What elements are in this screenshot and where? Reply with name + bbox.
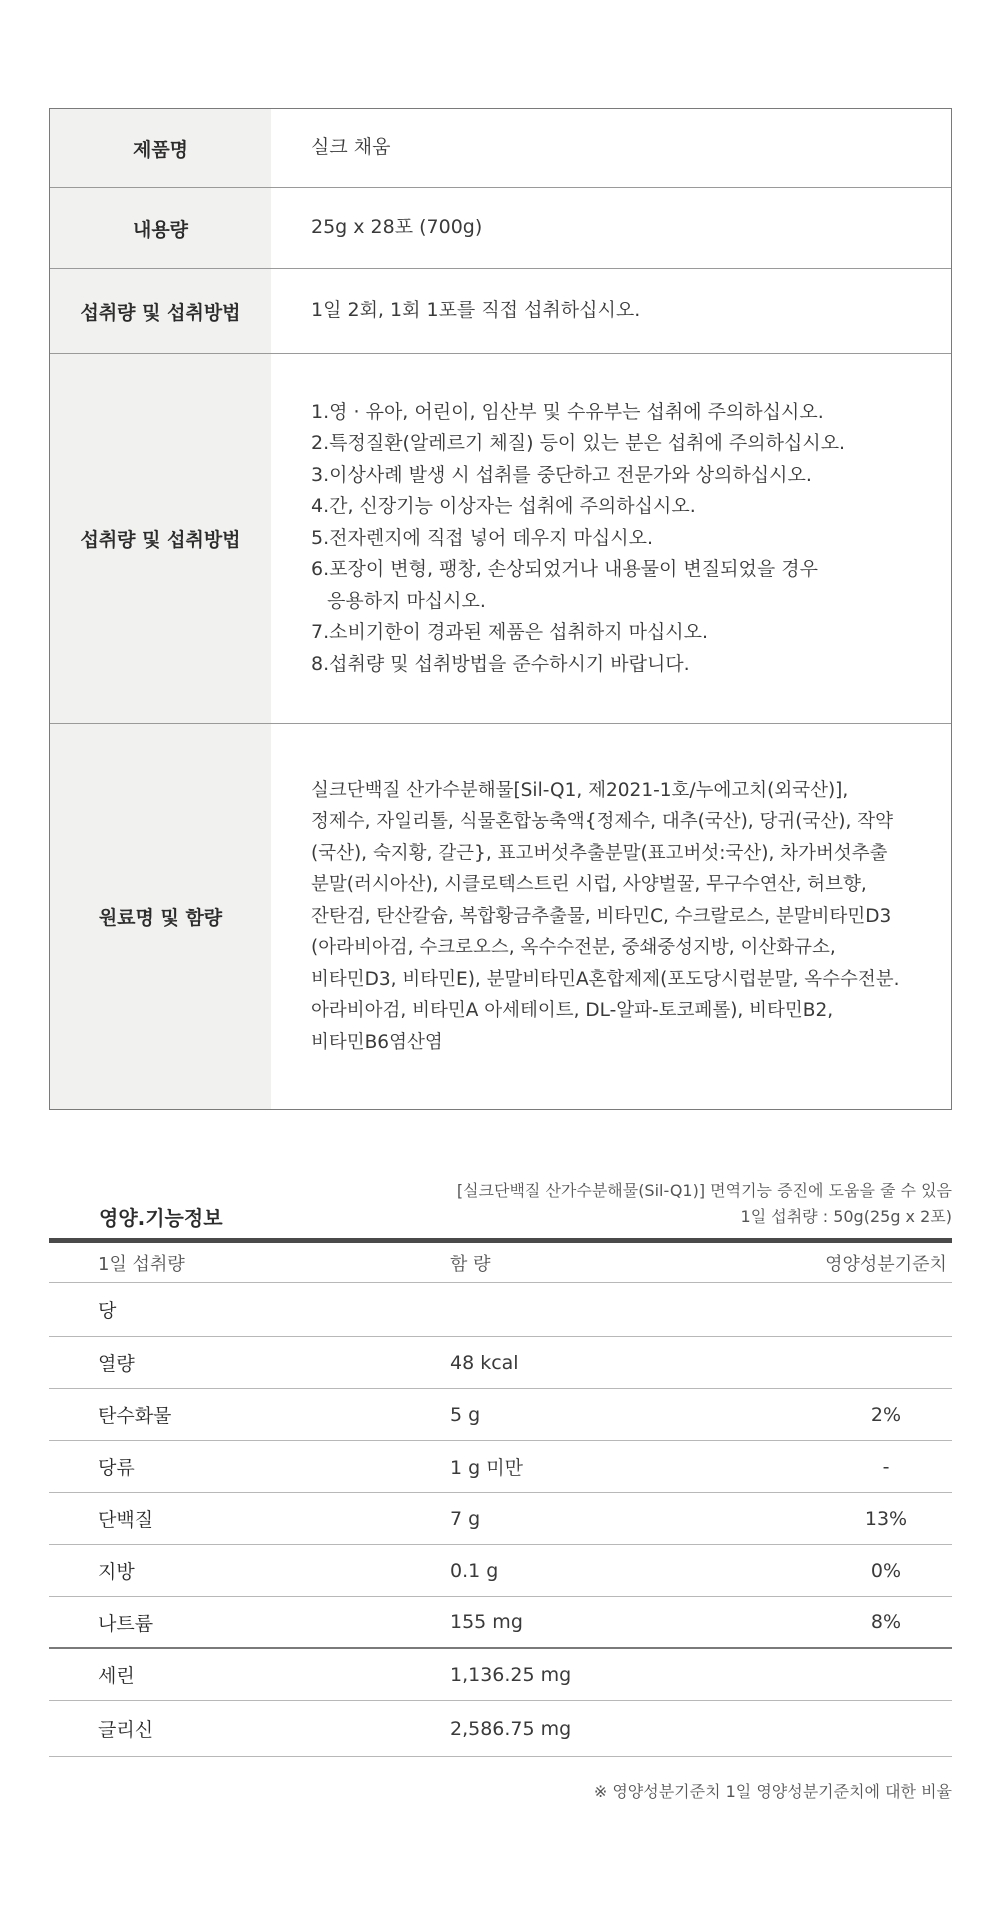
info-row-intake <box>50 268 951 353</box>
info-line: 실크 채움 <box>311 136 391 159</box>
info-value <box>271 354 951 723</box>
info-label: 내용량 <box>50 188 271 268</box>
nutrient-dv: 8% <box>870 1611 902 1633</box>
info-label: 섭취량 및 섭취방법 <box>50 269 271 353</box>
nutrition-title: 영양.기능정보 <box>99 1206 223 1230</box>
info-line: 4.간, 신장기능 이상자는 섭취에 주의하십시오. <box>311 495 696 518</box>
info-line: 1.영 · 유아, 어린이, 임산부 및 수유부는 섭취에 주의하십시오. <box>311 400 824 423</box>
nutrient-amount: 1 g 미만 <box>450 1457 523 1479</box>
nutrient-name: 탄수화물 <box>98 1405 172 1427</box>
info-line: 실크단백질 산가수분해물[Sil-Q1, 제2021-1호/누에고치(외국산)], <box>311 779 849 801</box>
nutrient-amount: 2,586.75 mg <box>450 1717 572 1740</box>
info-value <box>271 188 951 268</box>
info-line: 6.포장이 변형, 팽창, 손상되었거나 내용물이 변질되었을 경우 <box>311 558 818 581</box>
info-line: 25g x 28포 (700g) <box>311 216 483 239</box>
info-line: 5.전자렌지에 직접 넣어 데우지 마십시오. <box>311 526 653 549</box>
info-line: 비타민B6염산염 <box>311 1031 443 1053</box>
info-row-volume <box>50 187 951 268</box>
table-row <box>49 1389 952 1441</box>
info-line: (국산), 숙지황, 갈근}, 표고버섯추출분말(표고버섯:국산), 차가버섯추출 <box>311 842 888 864</box>
info-line: 응용하지 마십시오. <box>327 589 486 612</box>
table-row <box>49 1649 952 1701</box>
nutrient-name: 당류 <box>98 1457 135 1479</box>
info-line: 정제수, 자일리톨, 식물혼합농축액{정제수, 대추(국산), 당귀(국산), 작약 <box>311 811 893 833</box>
nutrient-name: 단백질 <box>98 1509 154 1531</box>
info-label: 제품명 <box>50 109 271 187</box>
info-line: 1일 2회, 1회 1포를 직접 섭취하십시오. <box>311 299 641 322</box>
nutrition-claim: [실크단백질 산가수분해물(Sil-Q1)] 면역기능 증진에 도움을 줄 수 있음 <box>456 1181 952 1200</box>
nutrient-dv: 2% <box>870 1403 902 1426</box>
nutrient-dv: 0% <box>870 1559 902 1582</box>
table-row <box>49 1493 952 1545</box>
info-line: (아라비아검, 수크로오스, 옥수수전분, 중쇄중성지방, 이산화규소, <box>311 937 836 959</box>
info-line: 잔탄검, 탄산칼슘, 복합황금추출물, 비타민C, 수크랄로스, 분말비타민D3 <box>311 905 892 927</box>
header-amount: 함 량 <box>450 1253 491 1275</box>
info-line: 분말(러시아산), 시클로텍스트린 시럽, 사양벌꿀, 무구수연산, 허브향, <box>311 874 867 896</box>
info-line: 7.소비기한이 경과된 제품은 섭취하지 마십시오. <box>311 621 709 644</box>
nutrient-name: 글리신 <box>98 1719 154 1741</box>
info-line: 아라비아검, 비타민A 아세테이트, DL-알파-토코페롤), 비타민B2, <box>311 1000 834 1022</box>
nutrient-amount: 155 mg <box>450 1611 523 1633</box>
nutrient-amount: 1,136.25 mg <box>450 1663 572 1686</box>
info-line: 비타민D3, 비타민E), 분말비타민A혼합제제(포도당시럽분말, 옥수수전분. <box>311 968 900 990</box>
info-line: 8.섭취량 및 섭취방법을 준수하시기 바랍니다. <box>311 652 690 675</box>
nutrient-dv: 13% <box>864 1507 908 1530</box>
header-daily-value: 영양성분기준치 <box>825 1253 947 1275</box>
table-row <box>49 1597 952 1649</box>
info-row-product-name <box>50 109 951 187</box>
info-value <box>271 724 951 1109</box>
nutrient-amount: 48 kcal <box>450 1351 519 1374</box>
product-info-table <box>49 108 952 1110</box>
nutrient-amount: 5 g <box>450 1403 481 1426</box>
table-row <box>49 1441 952 1493</box>
info-line: 3.이상사례 발생 시 섭취를 중단하고 전문가와 상의하십시오. <box>311 463 812 486</box>
info-label: 섭취량 및 섭취방법 <box>50 354 271 723</box>
nutrient-name: 나트륨 <box>98 1612 154 1635</box>
nutrient-amount: 7 g <box>450 1507 481 1530</box>
nutrition-header-row <box>49 1243 952 1283</box>
nutrition-serving: 1일 섭취량 : 50g(25g x 2포) <box>740 1207 952 1226</box>
nutrient-name: 열량 <box>98 1353 135 1375</box>
nutrient-amount: 0.1 g <box>450 1559 499 1582</box>
info-value <box>271 269 951 353</box>
nutrient-dv: - <box>882 1455 890 1478</box>
header-daily-intake: 1일 섭취량 <box>98 1253 185 1275</box>
info-row-ingredients <box>50 723 951 1109</box>
info-label: 원료명 및 함량 <box>50 724 271 1109</box>
nutrient-name: 세린 <box>98 1665 135 1687</box>
table-row <box>49 1337 952 1389</box>
nutrient-name: 지방 <box>98 1561 135 1583</box>
nutrition-table <box>49 1238 952 1757</box>
info-value <box>271 109 951 187</box>
table-row <box>49 1701 952 1757</box>
table-row <box>49 1545 952 1597</box>
info-row-precautions <box>50 353 951 723</box>
nutrient-name: 당 <box>98 1300 117 1322</box>
table-row <box>49 1283 952 1337</box>
nutrition-header <box>49 1172 952 1232</box>
info-line: 2.특정질환(알레르기 체질) 등이 있는 분은 섭취에 주의하십시오. <box>311 432 846 455</box>
footnote: ※ 영양성분기준치 1일 영양성분기준치에 대한 비율 <box>593 1782 952 1801</box>
